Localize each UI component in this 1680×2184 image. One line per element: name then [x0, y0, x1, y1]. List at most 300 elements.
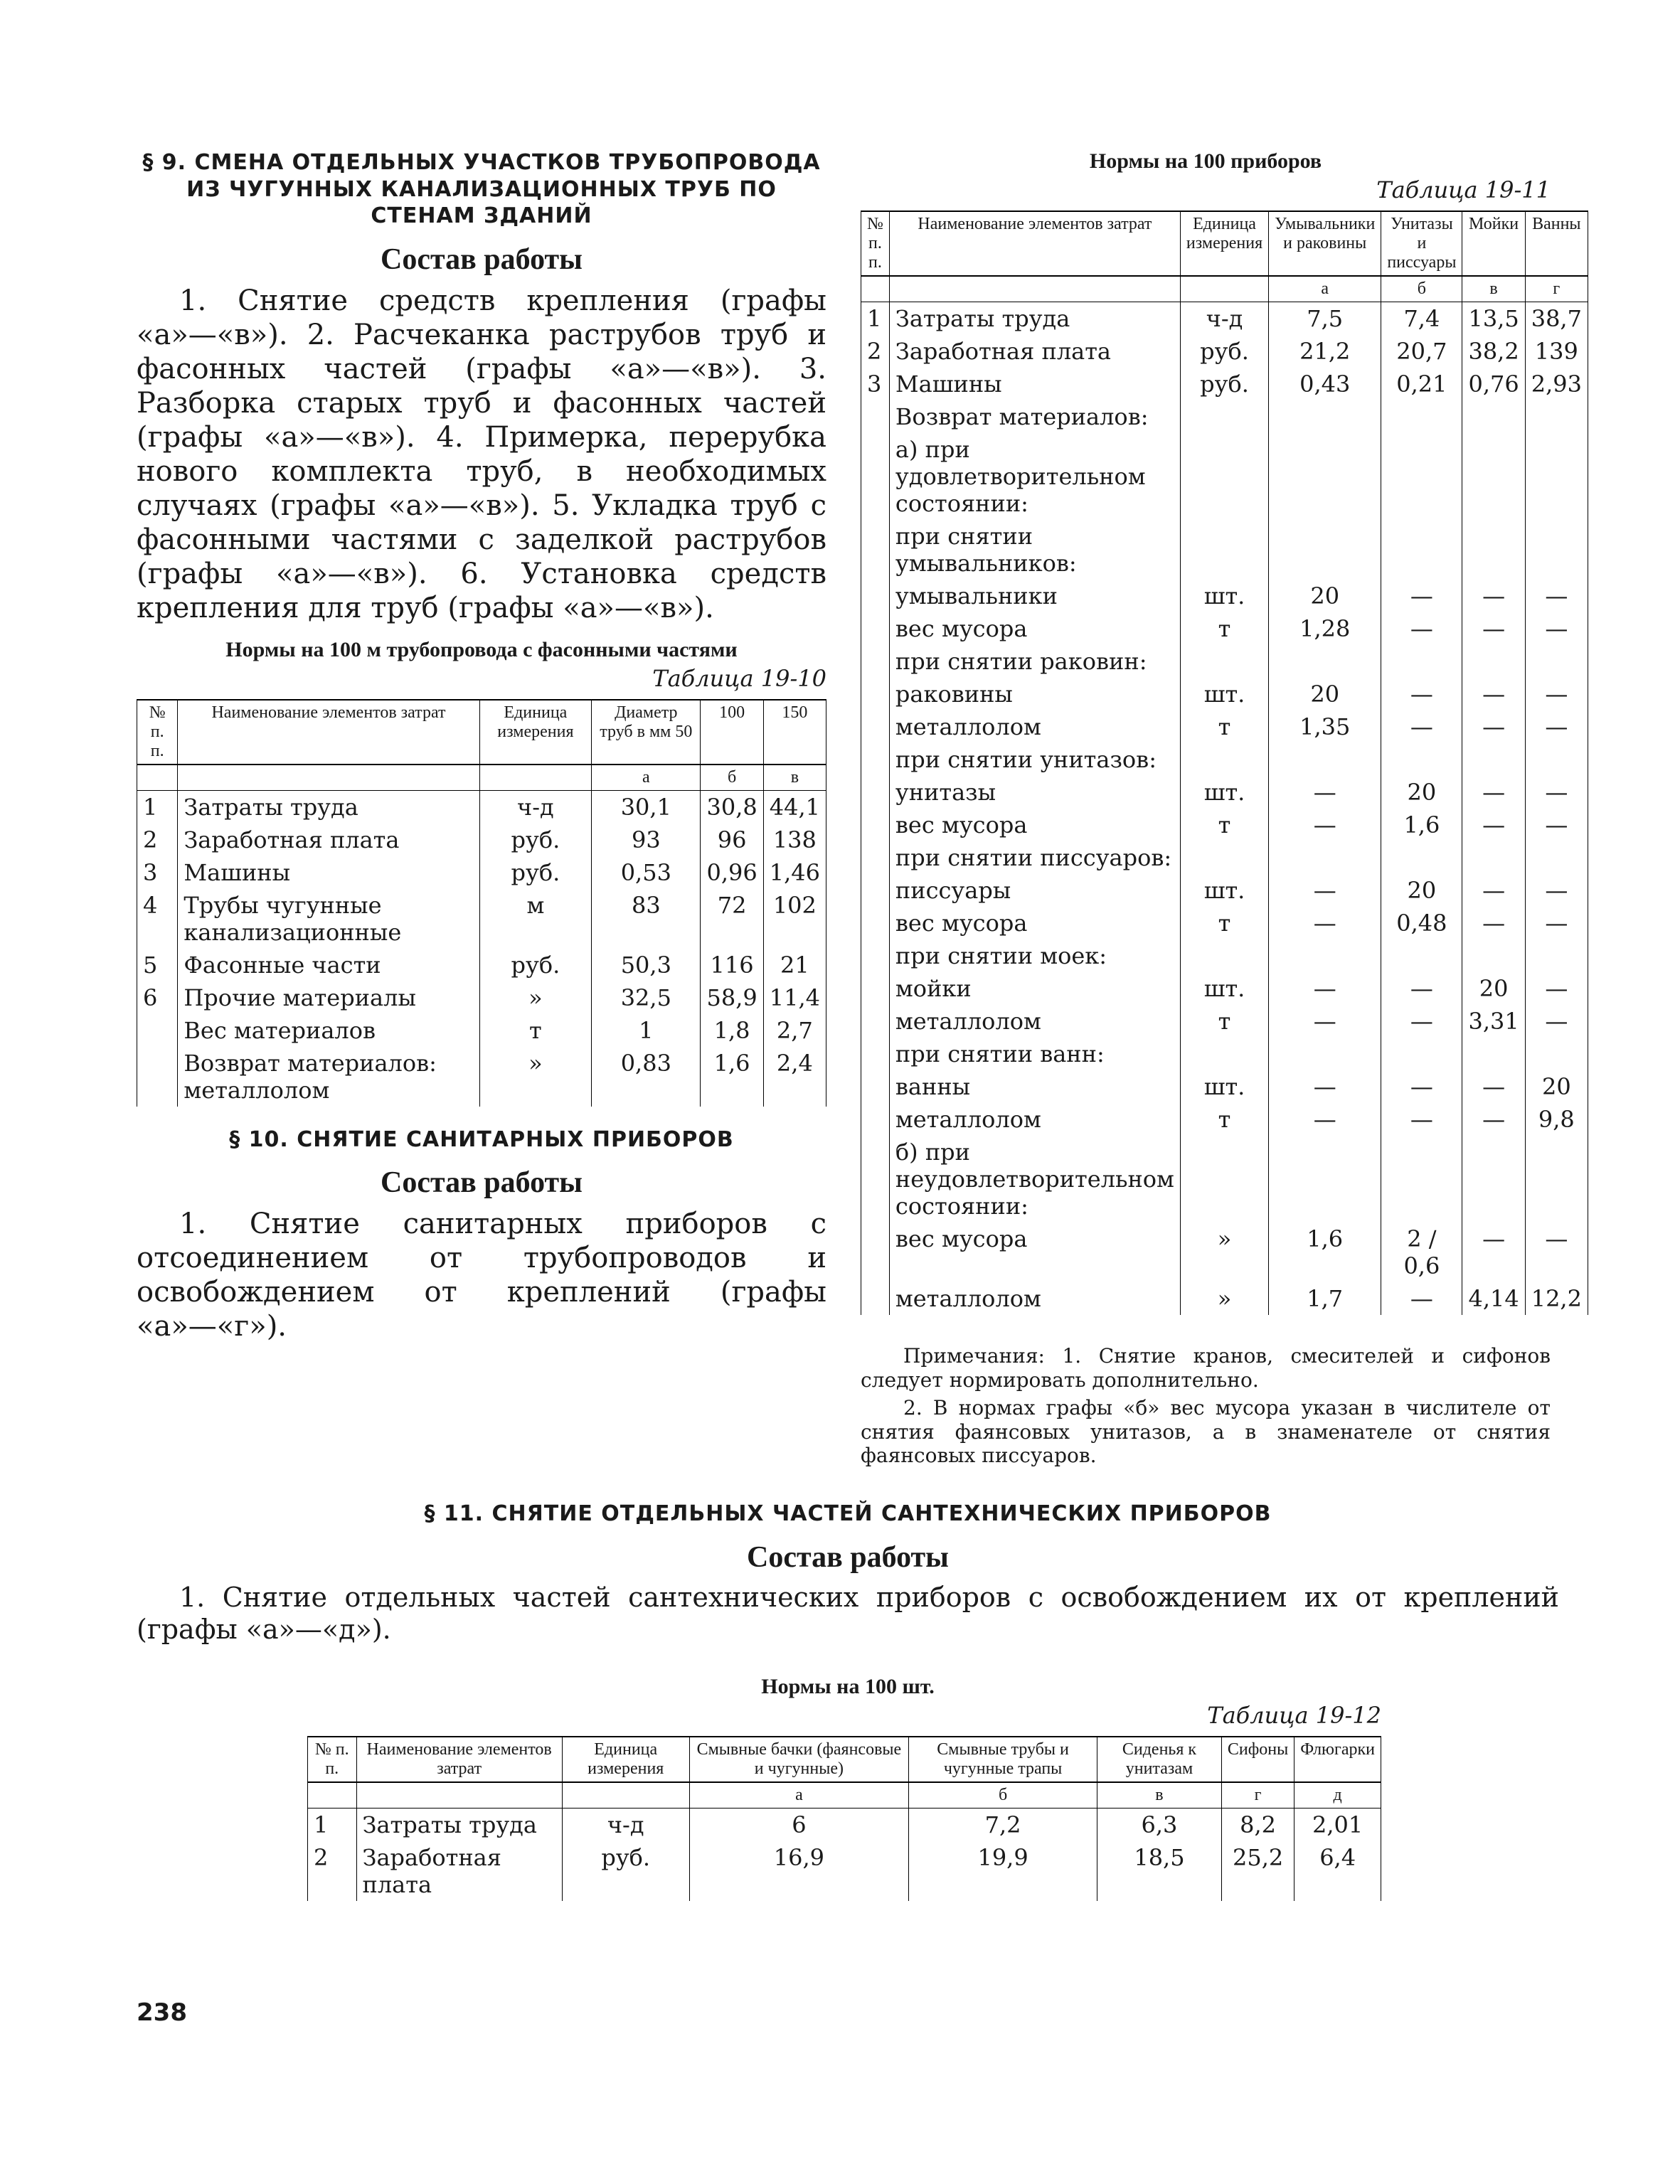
section-9-title: § 9. СМЕНА ОТДЕЛЬНЫХ УЧАСТКОВ ТРУБОПРОВОДА ИЗ ЧУГУННЫХ КАНАЛИЗАЦИОННЫХ ТРУБ ПО СТЕНАМ ЗДАНИЙ [142, 150, 821, 228]
table-19-11-cell [861, 1005, 890, 1038]
table-19-11-cell: 38,2 [1462, 335, 1525, 368]
table-19-11-cell [1381, 939, 1462, 972]
table-19-11-cell: Затраты труда [889, 302, 1180, 336]
table-19-11-cell: Заработная плата [889, 335, 1180, 368]
table-19-11-cell: — [1525, 710, 1588, 743]
table-19-10-cell: 1 [137, 790, 178, 824]
table-19-11-cell: — [1462, 1222, 1525, 1282]
table-19-12-cell: 6,3 [1097, 1808, 1222, 1841]
table-19-12-letter [308, 1782, 357, 1809]
note-1: Примечания: 1. Снятие кранов, смесителей и сифонов следует нормировать дополнительно. [861, 1344, 1551, 1392]
section-9-text: 1. Снятие средств крепления (графы «а»—«в»). 2. Расчеканка раструбов труб и фасонных частей (графы «а»—«в»). 3. Разборка старых труб и фасонных частей (графы «а»—«в»). 4. Примерка, перерубка нового комплекта труб, в необходимых случаях (графы «а»—«в»). 5. Укладка труб с фасонными частями с заделкой раструбов (графы «а»—«в»). 6. Установка средств крепления для труб (графы «а»—«в»). [137, 284, 826, 624]
table-19-11-cell: 1 [861, 302, 890, 336]
table-19-11-row [861, 1070, 1588, 1103]
table-19-12-cell: Заработная плата [356, 1841, 562, 1901]
table-19-10-cell: 30,8 [701, 790, 763, 824]
table-19-11-cell: 7,5 [1269, 302, 1381, 336]
table-19-11-cell: унитазы [889, 776, 1180, 809]
table-19-11-row [861, 335, 1588, 368]
table-19-11-cell [1269, 743, 1381, 776]
table-19-11-cell [861, 939, 890, 972]
table-19-11-cell [1180, 841, 1268, 874]
table-19-11-cell [1269, 1136, 1381, 1222]
table-19-11-cell [1462, 841, 1525, 874]
table-19-11-cell [861, 1282, 890, 1315]
table-19-11-cell: при снятии раковин: [889, 645, 1180, 678]
table-19-10-row [137, 1047, 826, 1107]
table-19-11-cell [1525, 645, 1588, 678]
table-19-11-head: Ванны [1525, 211, 1588, 276]
table-19-11-cell: — [1381, 972, 1462, 1005]
table-19-10-cell: 96 [701, 824, 763, 856]
table-19-11-row [861, 809, 1588, 841]
table-19-11-cell: — [1525, 972, 1588, 1005]
table-19-11-cell: — [1269, 1005, 1381, 1038]
table-19-10-cell: 1,6 [701, 1047, 763, 1107]
table-19-11-cell: 1,35 [1269, 710, 1381, 743]
table-19-11-cell: — [1462, 580, 1525, 612]
table-19-10-cell: 2 [137, 824, 178, 856]
table-19-12-row [308, 1808, 1381, 1841]
table-19-11-cell: 20 [1381, 776, 1462, 809]
table-19-11-cell: 0,76 [1462, 368, 1525, 400]
table-19-11-row [861, 368, 1588, 400]
table-19-11-cell [861, 874, 890, 907]
table-19-10-cell: 3 [137, 856, 178, 889]
table-19-10-row [137, 824, 826, 856]
table-19-10-cell: Трубы чугунные канализационные [178, 889, 479, 949]
table-19-11-row [861, 400, 1588, 433]
table-19-10-cell: руб. [479, 824, 592, 856]
table-19-12-letter: а [689, 1782, 909, 1809]
table-19-10-cell: руб. [479, 856, 592, 889]
table-19-12-cell: 7,2 [909, 1808, 1097, 1841]
table-19-11-cell [1381, 1136, 1462, 1222]
table-19-11-cell [1180, 743, 1268, 776]
table-19-11-cell [861, 400, 890, 433]
table-19-11-row [861, 710, 1588, 743]
table-19-11-row [861, 520, 1588, 580]
table-19-11-cell [1381, 743, 1462, 776]
table-19-11-cell [1525, 400, 1588, 433]
table-19-12-head: Смывные бачки (фаянсовые и чугунные) [689, 1737, 909, 1782]
table-19-11-norm: Нормы на 100 приборов [1089, 149, 1322, 173]
table-19-10-head: Единица измерения [479, 700, 592, 765]
table-19-12-letter: в [1097, 1782, 1222, 1809]
section-11 [137, 1501, 1559, 1901]
table-19-11-cell: 2,93 [1525, 368, 1588, 400]
table-19-11-cell [861, 612, 890, 645]
section-11-title: § 11. СНЯТИЕ ОТДЕЛЬНЫХ ЧАСТЕЙ САНТЕХНИЧЕСКИХ ПРИБОРОВ [424, 1501, 1272, 1526]
table-19-11-cell: писсуары [889, 874, 1180, 907]
table-19-10-head: 100 [701, 700, 763, 765]
table-19-10-letter: а [592, 765, 701, 791]
table-19-10-cell: 21 [763, 949, 826, 981]
table-19-10-cell: 1,46 [763, 856, 826, 889]
table-19-11-cell: — [1525, 580, 1588, 612]
table-19-11-cell: — [1462, 809, 1525, 841]
section-11-subtitle: Состав работы [747, 1540, 949, 1574]
table-19-11-cell [1269, 1038, 1381, 1070]
page-number: 238 [137, 1998, 187, 2027]
table-19-10-row [137, 790, 826, 824]
table-19-11-cell [1462, 520, 1525, 580]
table-19-11-cell: т [1180, 809, 1268, 841]
table-19-11-letter: в [1462, 276, 1525, 302]
table-19-11-row [861, 907, 1588, 939]
table-19-11-cell: умывальники [889, 580, 1180, 612]
table-19-11-cell: — [1462, 710, 1525, 743]
table-19-11-cell: при снятии умывальников: [889, 520, 1180, 580]
table-19-11-row [861, 939, 1588, 972]
table-19-10 [137, 699, 826, 1107]
table-19-12-cell: руб. [562, 1841, 689, 1901]
table-19-12-head: Сифоны [1221, 1737, 1294, 1782]
table-19-11-cell: ч-д [1180, 302, 1268, 336]
table-19-11-cell: 1,7 [1269, 1282, 1381, 1315]
table-19-11-cell [861, 678, 890, 710]
table-19-11-cell: — [1381, 710, 1462, 743]
table-19-10-cell: 11,4 [763, 981, 826, 1014]
table-19-12-cell: ч-д [562, 1808, 689, 1841]
table-19-11-cell: вес мусора [889, 907, 1180, 939]
table-19-12-head: № п. п. [308, 1737, 357, 1782]
table-19-11-row [861, 645, 1588, 678]
table-19-11-row [861, 433, 1588, 520]
table-19-10-letter: б [701, 765, 763, 791]
table-19-11-cell: 0,21 [1381, 368, 1462, 400]
table-19-11-cell: при снятии моек: [889, 939, 1180, 972]
table-19-11-cell: мойки [889, 972, 1180, 1005]
table-19-11-cell: шт. [1180, 874, 1268, 907]
table-19-12-head: Флюгарки [1294, 1737, 1381, 1782]
table-19-12-cell: 19,9 [909, 1841, 1097, 1901]
section-10-subtitle: Состав работы [381, 1166, 583, 1199]
table-19-11 [861, 211, 1582, 1315]
table-19-11-cell: вес мусора [889, 1222, 1180, 1282]
table-19-11-cell [1180, 1038, 1268, 1070]
table-19-11-head: Унитазы и писсуары [1381, 211, 1462, 276]
table-19-11-cell: 20 [1381, 874, 1462, 907]
table-19-10-grid [137, 699, 826, 1107]
table-19-11-cell [861, 645, 890, 678]
table-19-11-letter [861, 276, 890, 302]
table-19-11-cell [1525, 841, 1588, 874]
table-19-11-cell: — [1525, 612, 1588, 645]
table-19-10-cell: 4 [137, 889, 178, 949]
table-19-11-cell: — [1462, 612, 1525, 645]
table-19-11-cell: — [1381, 1005, 1462, 1038]
table-19-12-label: Таблица 19-12 [1207, 1701, 1381, 1729]
table-19-10-letter [137, 765, 178, 791]
table-19-11-cell: 1,6 [1269, 1222, 1381, 1282]
table-19-10-head: Диаметр труб в мм 50 [592, 700, 701, 765]
table-19-10-letter: в [763, 765, 826, 791]
table-19-11-row [861, 1136, 1588, 1222]
table-19-11-cell [1269, 841, 1381, 874]
table-19-11-cell: металлолом [889, 1005, 1180, 1038]
table-19-11-cell: т [1180, 710, 1268, 743]
table-19-10-cell: 102 [763, 889, 826, 949]
table-19-10-cell: Прочие материалы [178, 981, 479, 1014]
table-19-10-cell: 30,1 [592, 790, 701, 824]
table-19-11-cell [861, 1103, 890, 1136]
table-19-10-cell: 58,9 [701, 981, 763, 1014]
table-19-10-cell: 44,1 [763, 790, 826, 824]
table-19-11-cell: — [1462, 874, 1525, 907]
table-19-11-head: № п. п. [861, 211, 890, 276]
table-19-10-row [137, 981, 826, 1014]
table-19-11-cell [1462, 743, 1525, 776]
table-19-10-cell: т [479, 1014, 592, 1047]
table-19-11-cell [1525, 939, 1588, 972]
table-19-11-cell: шт. [1180, 776, 1268, 809]
table-19-11-cell [1381, 645, 1462, 678]
table-19-11-cell: — [1525, 776, 1588, 809]
table-19-10-cell: 93 [592, 824, 701, 856]
table-19-12-cell: Затраты труда [356, 1808, 562, 1841]
table-19-10-cell: 50,3 [592, 949, 701, 981]
table-19-11-cell: 0,43 [1269, 368, 1381, 400]
table-19-11-cell: — [1381, 580, 1462, 612]
table-19-11-head: Мойки [1462, 211, 1525, 276]
table-19-11-cell: 1,6 [1381, 809, 1462, 841]
table-19-12-cell: 8,2 [1221, 1808, 1294, 1841]
table-19-11-row [861, 580, 1588, 612]
table-19-10-head: 150 [763, 700, 826, 765]
table-19-10-cell: м [479, 889, 592, 949]
table-19-11-cell [861, 1038, 890, 1070]
table-19-11-grid [861, 211, 1588, 1315]
table-19-11-cell [1180, 520, 1268, 580]
table-19-11-cell: вес мусора [889, 612, 1180, 645]
notes [861, 1344, 1551, 1472]
table-19-11-cell: — [1525, 874, 1588, 907]
table-19-11-cell: шт. [1180, 1070, 1268, 1103]
table-19-10-head: № п. п. [137, 700, 178, 765]
table-19-11-cell: 38,7 [1525, 302, 1588, 336]
table-19-11-cell: 2 / 0,6 [1381, 1222, 1462, 1282]
table-19-11-cell [1462, 400, 1525, 433]
table-19-12-cell: 6,4 [1294, 1841, 1381, 1901]
section-10-title: § 10. СНЯТИЕ САНИТАРНЫХ ПРИБОРОВ [229, 1126, 734, 1152]
table-19-11-cell: 20 [1269, 678, 1381, 710]
table-19-12-letter: д [1294, 1782, 1381, 1809]
table-19-11-cell [861, 841, 890, 874]
table-19-11-cell: 4,14 [1462, 1282, 1525, 1315]
table-19-11-cell: 20 [1525, 1070, 1588, 1103]
table-19-11-cell: 139 [1525, 335, 1588, 368]
table-19-10-cell: Машины [178, 856, 479, 889]
table-19-11-cell: 3,31 [1462, 1005, 1525, 1038]
table-19-10-cell: 0,96 [701, 856, 763, 889]
table-19-11-cell: Возврат материалов: [889, 400, 1180, 433]
table-19-11-letter: г [1525, 276, 1588, 302]
table-19-11-cell [1269, 520, 1381, 580]
table-19-11-cell: — [1381, 1282, 1462, 1315]
table-19-12 [307, 1736, 1381, 1901]
table-19-10-cell: 116 [701, 949, 763, 981]
right-column [861, 149, 1582, 1315]
section-11-text: 1. Снятие отдельных частей сантехнических приборов с освобождением их от креплений (графы «а»—«д»). [137, 1581, 1559, 1646]
table-19-10-cell [137, 1047, 178, 1107]
table-19-11-row [861, 1005, 1588, 1038]
table-19-11-cell: вес мусора [889, 809, 1180, 841]
table-19-10-cell: 1,8 [701, 1014, 763, 1047]
table-19-11-cell: металлолом [889, 1103, 1180, 1136]
table-19-11-cell: — [1525, 907, 1588, 939]
table-19-11-cell: 7,4 [1381, 302, 1462, 336]
table-19-10-cell: 32,5 [592, 981, 701, 1014]
table-19-11-cell [1180, 645, 1268, 678]
table-19-12-head: Наименование элементов затрат [356, 1737, 562, 1782]
table-19-11-cell: — [1462, 907, 1525, 939]
table-19-11-cell [1525, 743, 1588, 776]
table-19-12-cell: 18,5 [1097, 1841, 1222, 1901]
table-19-11-cell: при снятии ванн: [889, 1038, 1180, 1070]
table-19-11-cell [1462, 1136, 1525, 1222]
table-19-10-cell: 0,53 [592, 856, 701, 889]
table-19-11-cell [1462, 1038, 1525, 1070]
table-19-11-cell: Машины [889, 368, 1180, 400]
table-19-11-row [861, 302, 1588, 336]
table-19-11-cell: 20 [1269, 580, 1381, 612]
table-19-10-cell: 138 [763, 824, 826, 856]
table-19-11-cell [1180, 1136, 1268, 1222]
table-19-10-cell: » [479, 981, 592, 1014]
table-19-11-row [861, 743, 1588, 776]
table-19-11-cell [861, 710, 890, 743]
table-19-12-row [308, 1841, 1381, 1901]
table-19-11-cell: — [1269, 907, 1381, 939]
table-19-11-cell: 2 [861, 335, 890, 368]
table-19-10-row [137, 889, 826, 949]
table-19-11-cell [1525, 1136, 1588, 1222]
table-19-11-cell [1525, 520, 1588, 580]
table-19-11-cell: б) при неудовлетворительном состоянии: [889, 1136, 1180, 1222]
table-19-10-letter [479, 765, 592, 791]
table-19-11-cell [1269, 645, 1381, 678]
table-19-11-cell: — [1269, 776, 1381, 809]
table-19-11-row [861, 841, 1588, 874]
table-19-12-cell: 6 [689, 1808, 909, 1841]
table-19-11-row [861, 1282, 1588, 1315]
table-19-11-row [861, 1103, 1588, 1136]
table-19-11-cell [861, 776, 890, 809]
table-19-11-cell [1381, 400, 1462, 433]
table-19-12-grid [307, 1736, 1381, 1901]
table-19-10-cell: 2,7 [763, 1014, 826, 1047]
table-19-11-cell [1269, 433, 1381, 520]
table-19-11-cell: — [1462, 776, 1525, 809]
table-19-11-cell: шт. [1180, 972, 1268, 1005]
table-19-10-cell: Возврат материалов: металлолом [178, 1047, 479, 1107]
table-19-11-cell [861, 1136, 890, 1222]
table-19-11-row [861, 776, 1588, 809]
table-19-11-cell [1381, 433, 1462, 520]
table-19-11-cell: 13,5 [1462, 302, 1525, 336]
table-19-10-row [137, 1014, 826, 1047]
table-19-10-cell [137, 1014, 178, 1047]
section-9-subtitle: Состав работы [381, 243, 583, 276]
table-19-10-cell: 72 [701, 889, 763, 949]
table-19-11-cell [1462, 433, 1525, 520]
table-19-10-cell: 83 [592, 889, 701, 949]
table-19-11-cell: металлолом [889, 710, 1180, 743]
table-19-11-row [861, 678, 1588, 710]
table-19-10-cell: ч-д [479, 790, 592, 824]
table-19-11-cell: при снятии писсуаров: [889, 841, 1180, 874]
table-19-11-cell [861, 1070, 890, 1103]
table-19-10-cell: » [479, 1047, 592, 1107]
table-19-11-cell: руб. [1180, 335, 1268, 368]
table-19-12-cell: 1 [308, 1808, 357, 1841]
table-19-11-cell: — [1381, 1103, 1462, 1136]
table-19-10-cell: 1 [592, 1014, 701, 1047]
table-19-11-cell [861, 907, 890, 939]
table-19-12-letter: г [1221, 1782, 1294, 1809]
table-19-11-cell: — [1462, 1103, 1525, 1136]
table-19-11-cell: т [1180, 1005, 1268, 1038]
table-19-11-cell: при снятии унитазов: [889, 743, 1180, 776]
table-19-10-cell: 6 [137, 981, 178, 1014]
table-19-11-cell: — [1462, 1070, 1525, 1103]
table-19-11-row [861, 1222, 1588, 1282]
table-19-11-cell: 21,2 [1269, 335, 1381, 368]
table-19-11-cell: 0,48 [1381, 907, 1462, 939]
table-19-11-cell [1180, 939, 1268, 972]
table-19-11-cell: 1,28 [1269, 612, 1381, 645]
table-19-11-cell: 12,2 [1525, 1282, 1588, 1315]
section-10-text: 1. Снятие санитарных приборов с отсоединением от трубопроводов и освобождением от креплений (графы «а»—«г»). [137, 1208, 826, 1343]
table-19-11-row [861, 972, 1588, 1005]
table-19-12-head: Единица измерения [562, 1737, 689, 1782]
table-19-11-cell [1269, 400, 1381, 433]
table-19-11-cell: т [1180, 1103, 1268, 1136]
table-19-11-row [861, 1038, 1588, 1070]
table-19-12-cell: 2 [308, 1841, 357, 1901]
table-19-11-cell [1525, 433, 1588, 520]
table-19-11-cell [861, 433, 890, 520]
table-19-11-cell [861, 809, 890, 841]
table-19-11-label: Таблица 19-11 [1376, 176, 1551, 203]
table-19-10-norm: Нормы на 100 м трубопровода с фасонными частями [225, 637, 738, 661]
table-19-12-letter [562, 1782, 689, 1809]
table-19-11-cell [1525, 1038, 1588, 1070]
table-19-11-cell [1180, 433, 1268, 520]
table-19-12-letter [356, 1782, 562, 1809]
table-19-11-cell: а) при удовлетворительном состоянии: [889, 433, 1180, 520]
table-19-11-cell: — [1381, 678, 1462, 710]
table-19-10-cell: Фасонные части [178, 949, 479, 981]
table-19-10-cell: Заработная плата [178, 824, 479, 856]
table-19-12-head: Сиденья к унитазам [1097, 1737, 1222, 1782]
table-19-11-cell: шт. [1180, 580, 1268, 612]
table-19-11-cell: раковины [889, 678, 1180, 710]
table-19-11-cell: — [1525, 809, 1588, 841]
table-19-12-head: Смывные трубы и чугунные трапы [909, 1737, 1097, 1782]
table-19-11-cell [1462, 939, 1525, 972]
table-19-11-cell: 3 [861, 368, 890, 400]
table-19-12-cell: 25,2 [1221, 1841, 1294, 1901]
table-19-11-cell [1180, 400, 1268, 433]
table-19-11-cell: ванны [889, 1070, 1180, 1103]
table-19-11-cell [1381, 1038, 1462, 1070]
table-19-11-cell: — [1525, 1222, 1588, 1282]
table-19-11-cell: руб. [1180, 368, 1268, 400]
table-19-11-row [861, 612, 1588, 645]
table-19-11-cell: — [1525, 1005, 1588, 1038]
